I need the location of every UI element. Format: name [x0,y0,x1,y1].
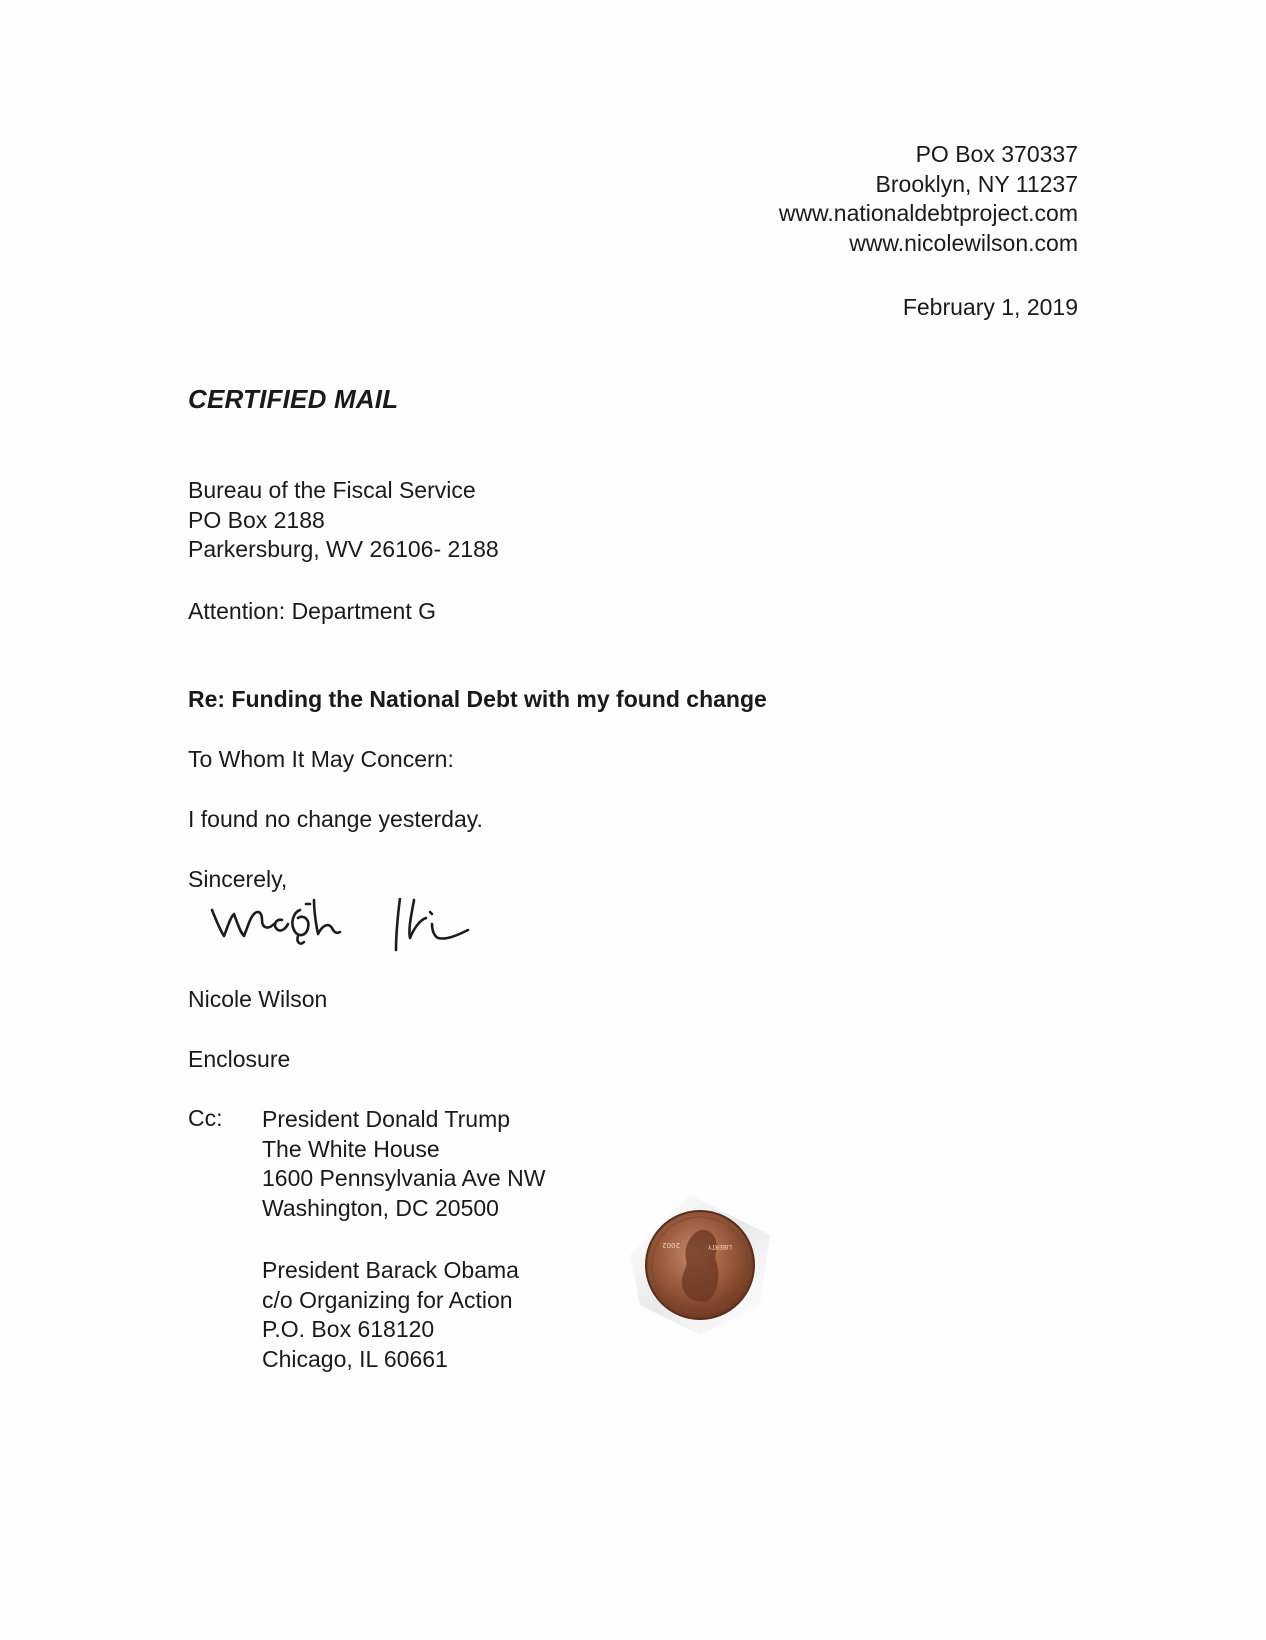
cc-recipient-line: President Donald Trump [262,1106,511,1132]
sender-address [779,140,1078,258]
letter-date: February 1, 2019 [902,294,1078,320]
subject-line: Re: Funding the National Debt with my found change [188,686,767,712]
sender-website-link: www.nationaldebtproject.com [778,200,1078,226]
cc-recipient [262,1256,519,1374]
enclosed-coin [620,1185,780,1345]
svg-text:LIBERTY: LIBERTY [707,1243,732,1250]
recipient-address-line: Bureau of the Fiscal Service [188,477,476,503]
handwritten-signature [210,898,500,978]
closing: Sincerely, [188,866,288,892]
cc-recipient-line: c/o Organizing for Action [262,1286,513,1313]
cc-recipient [262,1105,545,1223]
attention-line: Attention: Department G [188,598,437,624]
sender-website-link: www.nicolewilson.com [849,229,1078,256]
letter-body: I found no change yesterday. [188,806,483,832]
recipient-address-line: PO Box 2188 [188,506,325,533]
salutation: To Whom It May Concern: [188,746,454,772]
cc-label: Cc: [188,1105,223,1131]
sender-address-line: PO Box 370337 [915,141,1078,167]
cc-recipient-line: Washington, DC 20500 [262,1194,499,1221]
svg-text:2002: 2002 [662,1241,680,1249]
enclosure-note: Enclosure [188,1046,291,1072]
recipient-address [188,476,499,565]
cc-recipient-line: President Barack Obama [262,1257,519,1283]
cc-recipient-line: P.O. Box 618120 [262,1316,435,1342]
signer-name: Nicole Wilson [188,986,328,1012]
certified-mail-heading: CERTIFIED MAIL [188,384,399,414]
recipient-address-line: Parkersburg, WV 26106- 2188 [188,536,499,562]
penny-coin-icon [620,1185,780,1345]
cc-recipient-line: Chicago, IL 60661 [262,1345,448,1372]
sender-address-line: Brooklyn, NY 11237 [875,170,1078,197]
cc-recipient-line: 1600 Pennsylvania Ave NW [262,1165,546,1191]
cc-recipient-line: The White House [262,1135,440,1162]
